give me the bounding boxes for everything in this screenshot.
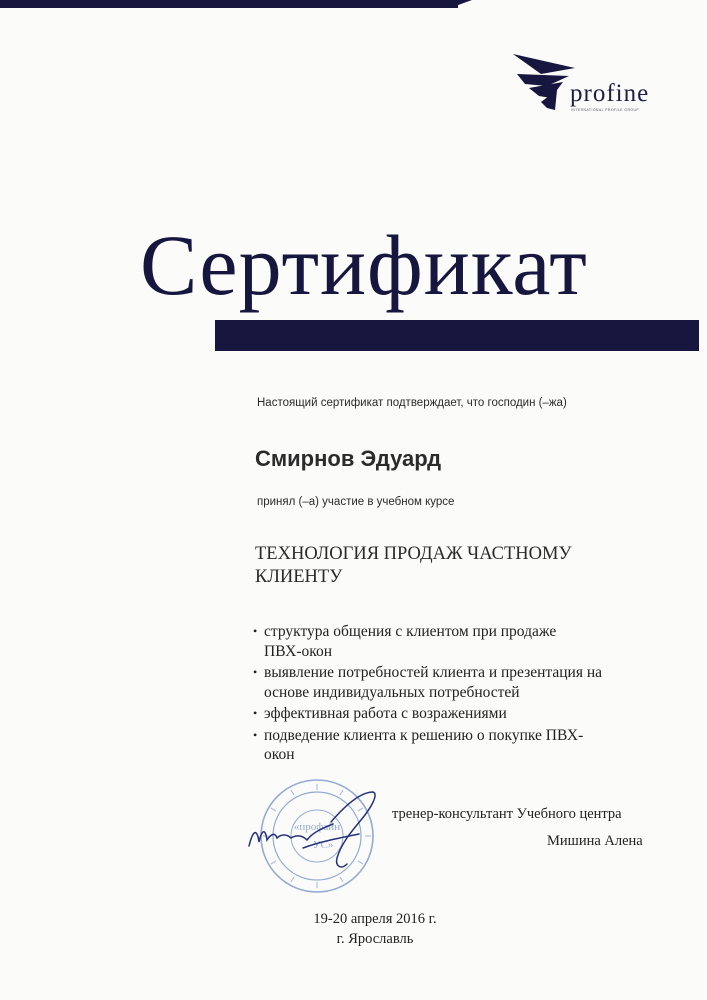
bullet-icon: • xyxy=(253,727,258,742)
topic-line: окон xyxy=(264,746,295,763)
stamp-and-signature xyxy=(243,778,393,898)
title-underline-bar xyxy=(215,320,699,351)
top-decorative-bar xyxy=(0,0,458,8)
trainer-role: тренер-консультант Учебного центра xyxy=(392,806,622,822)
stamp-inner-text-bottom: УС» xyxy=(312,839,334,851)
profine-wing-icon xyxy=(511,52,579,114)
topic-line: ПВХ-окон xyxy=(264,642,333,660)
issue-date-block xyxy=(305,909,445,949)
profine-logo xyxy=(511,52,671,116)
top-bar-tip xyxy=(450,0,472,8)
stamp-inner-text-top: «профайн xyxy=(293,821,341,833)
logo-tagline: INTERNATIONAL PROFILE GROUP xyxy=(571,108,640,112)
recipient-name: Смирнов Эдуард xyxy=(255,446,442,471)
issue-date: 19-20 апреля 2016 г. xyxy=(313,911,437,927)
logo-wordmark: profine xyxy=(570,80,650,107)
bullet-icon: • xyxy=(253,706,258,720)
certificate-title: Сертификат xyxy=(140,217,588,313)
list-item xyxy=(253,704,673,724)
topic-list xyxy=(253,622,673,767)
bullet-icon: • xyxy=(253,665,258,679)
topic-line: структура общения с клиентом при продаже xyxy=(264,623,557,640)
course-title-line: ТЕХНОЛОГИЯ ПРОДАЖ ЧАСТНОМУ xyxy=(255,544,572,564)
course-title xyxy=(255,543,675,589)
round-stamp-icon xyxy=(261,780,373,892)
participation-text: принял (–а) участие в учебном курсе xyxy=(257,496,455,508)
topic-line: основе индивидуальных потребностей xyxy=(264,683,520,701)
intro-text: Настоящий сертификат подтверждает, что господин (–жа) xyxy=(257,397,567,409)
topic-line: подведение клиента к решению о покупке ПВХ- xyxy=(264,726,584,744)
issue-city: г. Ярославль xyxy=(336,931,414,947)
bullet-icon: • xyxy=(253,624,258,638)
list-item xyxy=(253,726,673,765)
list-item xyxy=(253,622,673,661)
course-title-line: КЛИЕНТУ xyxy=(255,567,343,587)
topic-line: выявление потребностей клиента и презентация на xyxy=(264,664,603,681)
list-item xyxy=(253,663,673,702)
topic-line: эффективная работа с возражениями xyxy=(264,705,507,722)
trainer-name: Мишина Алена xyxy=(547,833,643,849)
